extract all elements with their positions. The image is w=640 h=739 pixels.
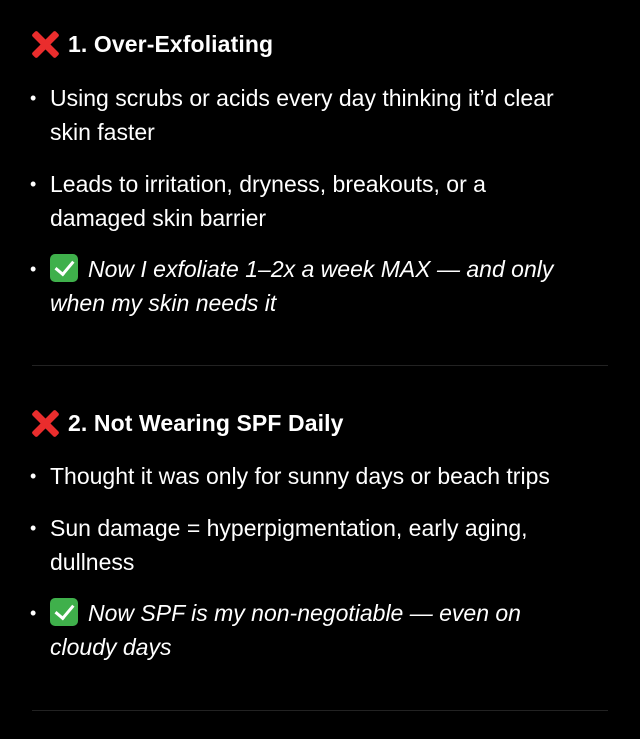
check-mark-button-icon <box>50 254 78 282</box>
list-item-line: cloudy days <box>50 634 172 660</box>
list-item-text <box>50 459 620 493</box>
takeaway-text: Now I exfoliate 1–2x a week MAX — and only <box>88 256 554 282</box>
list-item-line: Sun damage = hyperpigmentation, early aging, <box>50 515 528 541</box>
list-item-line: Leads to irritation, dryness, breakouts, or a <box>50 171 486 197</box>
divider <box>32 365 608 366</box>
bullet-dot: • <box>30 88 37 108</box>
list-item-text <box>50 252 620 320</box>
bullet-dot: • <box>30 174 37 194</box>
takeaway-text: Now SPF is my non-negotiable — even on <box>88 600 521 626</box>
section-heading <box>30 29 273 59</box>
list-item-line: when my skin needs it <box>50 290 277 316</box>
bullet-dot: • <box>30 603 37 623</box>
cross-mark-icon <box>30 408 60 438</box>
list-item-line <box>50 596 620 630</box>
list-item-line: skin faster <box>50 119 155 145</box>
list-item-text <box>50 511 620 579</box>
check-mark-button-icon <box>50 598 78 626</box>
list-item-text <box>50 167 620 235</box>
cross-mark-icon <box>30 29 60 59</box>
bullet-dot: • <box>30 466 37 486</box>
bullet-dot: • <box>30 518 37 538</box>
list-item-line: damaged skin barrier <box>50 205 267 231</box>
list-item-line: dullness <box>50 549 135 575</box>
list-item-line: Thought it was only for sunny days or beach trips <box>50 463 550 489</box>
section-heading <box>30 408 343 438</box>
bullet-dot: • <box>30 259 37 279</box>
list-item-line <box>50 252 620 286</box>
section-heading-text: 2. Not Wearing SPF Daily <box>68 409 344 436</box>
section-heading-text: 1. Over-Exfoliating <box>68 30 274 57</box>
divider <box>32 710 608 711</box>
list-item-text <box>50 81 620 149</box>
list-item-line: Using scrubs or acids every day thinking it’d clear <box>50 85 554 111</box>
list-item-text <box>50 596 620 664</box>
